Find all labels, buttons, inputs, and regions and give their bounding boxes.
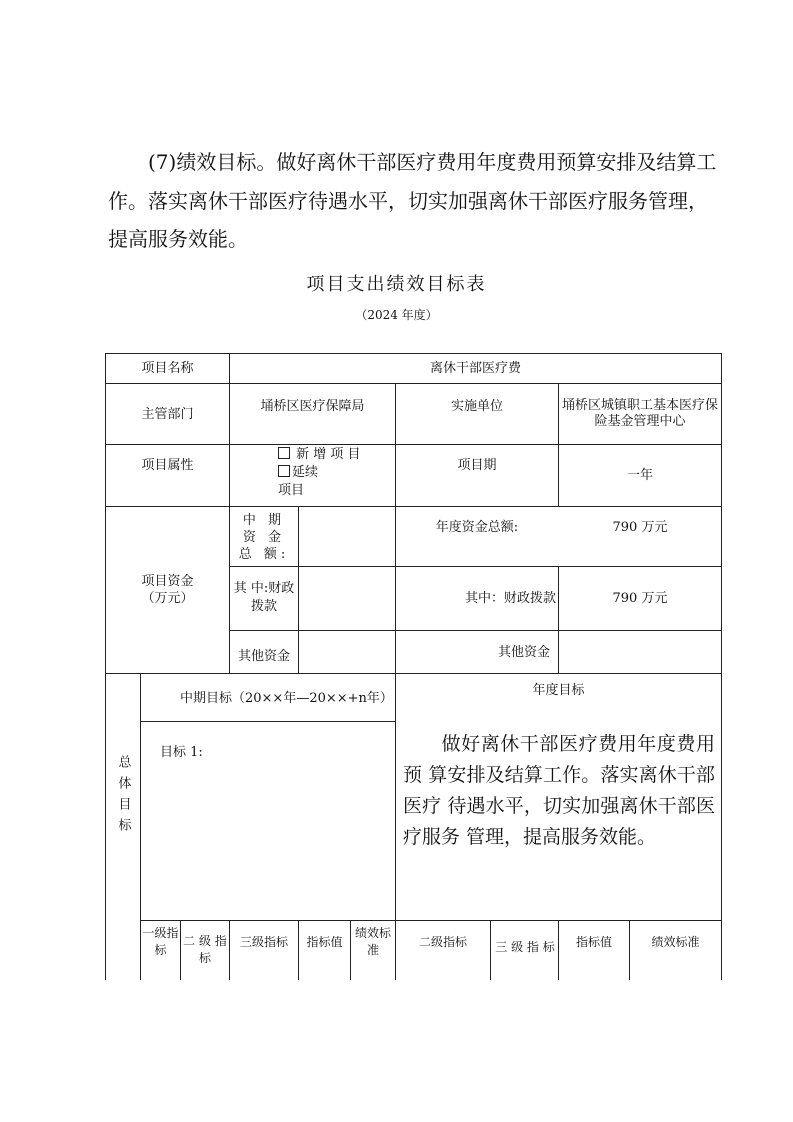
mid-fiscal-label: 其 中:财政拨款	[233, 581, 295, 614]
period-label: 项目期	[457, 457, 497, 473]
mid-goal-1: 目标 1:	[160, 744, 203, 760]
header-value: 指标值	[306, 934, 343, 949]
intro-paragraph: (7)绩效目标。做好离休干部医疗费用年度费用预算安排及结算工作。落实离休干部医疗待遇水平，切实加强离休干部医疗服务管理，提高服务效能。	[108, 150, 717, 251]
dept-label: 主管部门	[141, 406, 194, 422]
annual-fiscal-label: 其中：财政拨款	[464, 591, 556, 606]
overall-goal-label: 总体目标	[115, 755, 131, 839]
mid-other-label: 其他资金	[237, 649, 290, 664]
header-level3-b: 三 级 指 标	[495, 940, 555, 954]
header-level1: 一级指标	[142, 926, 179, 957]
project-name-label: 项目名称	[141, 361, 194, 376]
impl-value: 埇桥区城镇职工基本医疗保 险基金管理中心	[562, 398, 719, 429]
table-year: （2024 年度）	[355, 308, 438, 322]
table-title: 项目支出绩效目标表	[306, 274, 487, 295]
annual-total-label: 年度资金总额:	[435, 519, 519, 535]
attr-continue-option[interactable]: 延续	[278, 464, 394, 482]
annual-fiscal-value: 790 万元	[612, 591, 668, 606]
attr-new-option[interactable]: 新 增 项 目	[278, 446, 394, 464]
project-name-value: 离休干部医疗费	[429, 361, 521, 376]
mid-goal-header: 中期目标（20××年—20××+n年）	[180, 690, 393, 706]
header-level2-b: 二级指标	[418, 934, 467, 949]
annual-goal-text: 做好离休干部医疗费用年度费用预 算安排及结算工作。落实离休干部医疗 待遇水平，切实加强离休干部医疗服务 管理，提高服务效能。	[403, 733, 715, 848]
impl-label: 实施单位	[450, 399, 503, 414]
header-standard: 绩效标准	[354, 926, 391, 957]
annual-goal-header: 年度目标	[532, 682, 585, 698]
checkbox-icon	[278, 465, 290, 477]
attr-options	[278, 446, 394, 500]
annual-other-label: 其他资金	[497, 644, 550, 660]
funds-label: 项目资金 （万元）	[141, 574, 194, 606]
checkbox-icon	[278, 447, 290, 459]
attr-label: 项目属性	[141, 457, 194, 473]
dept-value: 埇桥区医疗保障局	[260, 399, 365, 414]
header-value-b: 指标值	[575, 934, 612, 949]
header-level2: 二 级 指 标	[183, 934, 227, 965]
header-level3: 三级指标	[239, 934, 288, 949]
annual-total-value: 790 万元	[612, 519, 668, 535]
attr-item-text: 项目	[278, 483, 305, 498]
mid-total-label: 中 期 资 金 总 额:	[238, 512, 290, 562]
period-value: 一年	[626, 467, 653, 483]
header-standard-b: 绩效标准	[651, 934, 700, 949]
